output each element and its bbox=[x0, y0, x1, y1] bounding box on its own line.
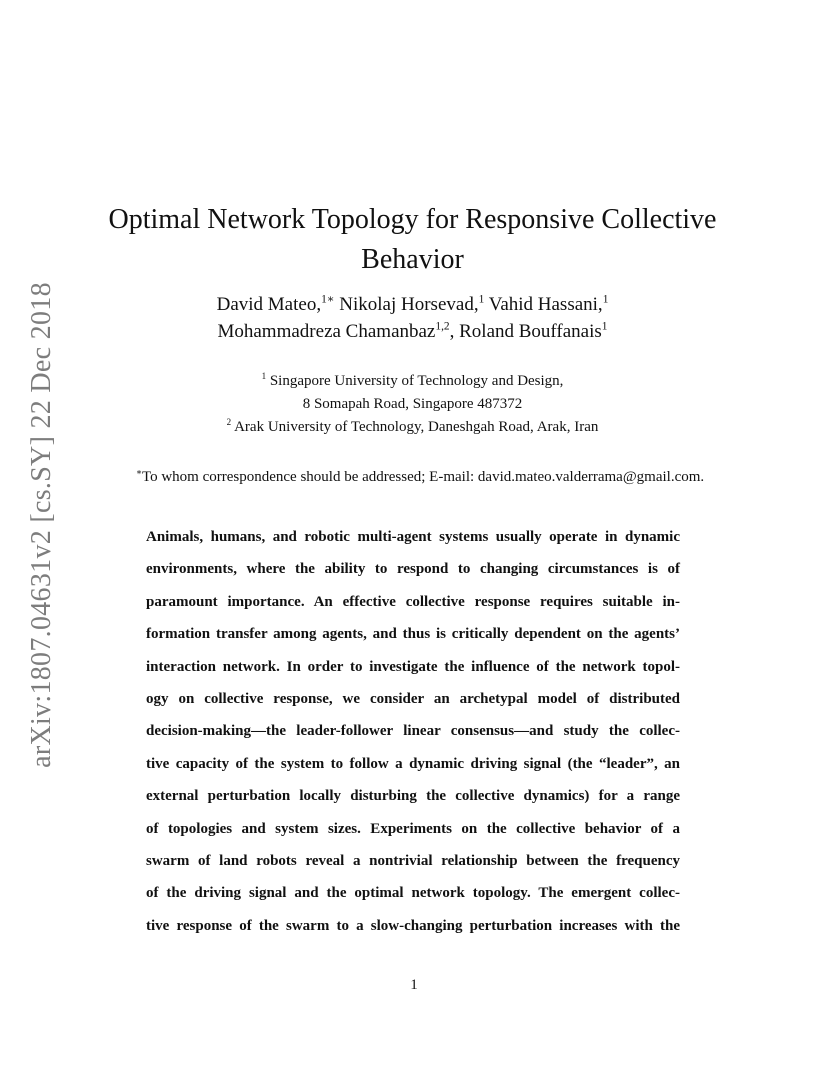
correspondence-mark: ∗ bbox=[135, 467, 142, 477]
author-affiliation-mark: 1 bbox=[602, 293, 609, 306]
affiliation-2-line-1: Arak University of Technology, Daneshgah Road, Arak, Iran bbox=[234, 419, 599, 435]
abstract-line: decision-making—the leader-follower linear consensus—and study the collec- bbox=[146, 723, 680, 740]
author-name: Roland Bouffanais bbox=[459, 321, 602, 342]
abstract-line: interaction network. In order to investigate the influence of the network topol- bbox=[146, 658, 680, 675]
author-affiliation-mark: 1∗ bbox=[321, 293, 335, 306]
page-number: 1 bbox=[410, 977, 418, 993]
abstract-line: tive capacity of the system to follow a dynamic driving signal (the “leader”, an bbox=[146, 755, 680, 772]
correspondence-text: To whom correspondence should be addressed; E-mail: david.mateo.valderrama@gmail.com. bbox=[141, 469, 705, 485]
abstract-line: environments, where the ability to respond to changing circumstances is of bbox=[146, 561, 680, 578]
author-affiliation-mark: 1 bbox=[601, 320, 608, 333]
correspondence-note bbox=[100, 466, 740, 488]
author-affiliation-mark: 1,2 bbox=[435, 320, 450, 333]
title-line-2: Behavior bbox=[361, 244, 464, 275]
author-name: Vahid Hassani, bbox=[488, 294, 603, 315]
affiliations bbox=[120, 370, 705, 439]
affiliation-mark: 1 bbox=[261, 371, 267, 381]
author-name: Nikolaj Horsevad, bbox=[339, 294, 479, 315]
abstract-line: paramount importance. An effective collective response requires suitable in- bbox=[146, 593, 680, 610]
title-line-1: Optimal Network Topology for Responsive Collective bbox=[108, 204, 717, 235]
paper-title bbox=[90, 200, 735, 280]
abstract bbox=[146, 525, 680, 946]
author-list: David Mateo,$^{1∗}$ Nikolaj Horsevad,$^1$ Vahid Hassani,$^1$ Mohammadreza Chamanbaz$^{1,2}$, Roland Bouffanais$^1$ bbox=[216, 293, 609, 342]
arxiv-identifier-text: arXiv:1807.04631v2 [cs.SY] 22 Dec 2018 bbox=[26, 282, 57, 768]
affiliation-mark: 2 bbox=[226, 417, 232, 427]
abstract-line: external perturbation locally disturbing the collective dynamics) for a range bbox=[146, 788, 680, 805]
author-affiliation-mark: 1 bbox=[478, 293, 485, 306]
abstract-line: ogy on collective response, we consider an archetypal model of distributed bbox=[146, 690, 680, 707]
author-name: David Mateo, bbox=[216, 294, 322, 315]
abstract-line: tive response of the swarm to a slow-changing perturbation increases with the bbox=[146, 917, 680, 934]
affiliation-1-line-1: Singapore University of Technology and Design, bbox=[269, 373, 564, 389]
abstract-line: formation transfer among agents, and thus is critically dependent on the agents’ bbox=[146, 626, 680, 643]
abstract-line: of the driving signal and the optimal network topology. The emergent collec- bbox=[146, 885, 680, 902]
abstract-line: swarm of land robots reveal a nontrivial relationship between the frequency bbox=[146, 852, 680, 869]
affiliation-1-line-2: 8 Somapah Road, Singapore 487372 bbox=[302, 396, 523, 412]
arxiv-identifier-sidebar bbox=[22, 282, 62, 768]
author-name: Mohammadreza Chamanbaz bbox=[217, 321, 436, 342]
abstract-line: of topologies and system sizes. Experiments on the collective behavior of a bbox=[146, 820, 680, 837]
abstract-line: Animals, humans, and robotic multi-agent systems usually operate in dynamic bbox=[146, 529, 680, 545]
